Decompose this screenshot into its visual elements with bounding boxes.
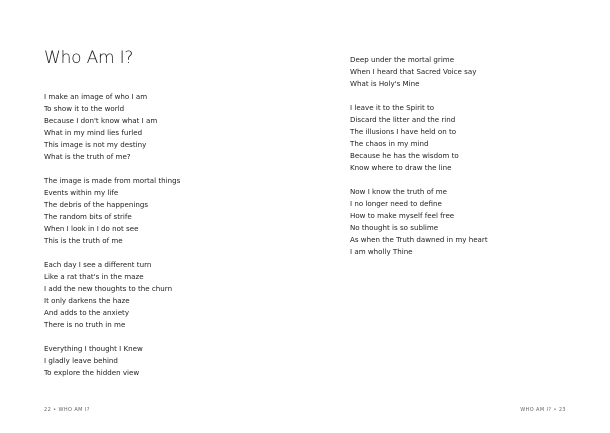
poem-line: I leave it to the Spirit to [350, 103, 435, 112]
poem-line: When I look in I do not see [44, 224, 139, 233]
poem-line: Now I know the truth of me [350, 187, 448, 196]
poem-line: Everything I thought I Knew [44, 344, 143, 353]
right-page-number: 23 [558, 407, 566, 413]
poem-line: Know where to draw the line [350, 163, 452, 172]
poem-line: There is no truth in me [44, 320, 126, 329]
poem-line: Because I don't know what I am [44, 116, 158, 125]
poem-line: Discard the litter and the rind [350, 115, 456, 124]
poem-line: Events within my life [44, 188, 119, 197]
poem-title: Who Am I? [44, 48, 134, 68]
poem-line: This is the truth of me [44, 236, 123, 245]
left-page-footer [44, 407, 90, 413]
poem-line: The debris of the happenings [44, 200, 149, 209]
poem-line: I make an image of who I am [44, 92, 148, 101]
poem-line: I add the new thoughts to the churn [44, 284, 173, 293]
poem-line: I am wholly Thine [350, 247, 413, 256]
poem-line: Deep under the mortal grime [350, 55, 455, 64]
poem-line: Each day I see a different turn [44, 260, 152, 269]
poem-line: As when the Truth dawned in my heart [350, 235, 488, 244]
left-page-number: 22 [44, 407, 52, 413]
right-running-head: WHO AM I? [520, 407, 552, 413]
poem-line: It only darkens the haze [44, 296, 130, 305]
footer-separator: • [53, 407, 57, 413]
poem-line: This image is not my destiny [44, 140, 147, 149]
poem-line: Because he has the wisdom to [350, 151, 459, 160]
poem-line: To show it to the world [44, 104, 125, 113]
poem-line: The illusions I have held on to [350, 127, 457, 136]
poem-line: No thought is so sublime [350, 223, 439, 232]
right-page-footer [520, 407, 566, 413]
poem-line: Like a rat that's in the maze [44, 272, 144, 281]
right-page [305, 0, 610, 433]
poem-line: The random bits of strife [44, 212, 132, 221]
poem-line: The image is made from mortal things [44, 176, 181, 185]
poem-line: And adds to the anxiety [44, 308, 130, 317]
poem-line: What is the truth of me? [44, 152, 131, 161]
poem-line: To explore the hidden view [44, 368, 140, 377]
poem-line: I no longer need to define [350, 199, 442, 208]
poem-line: When I heard that Sacred Voice say [350, 67, 477, 76]
poem-line: How to make myself feel free [350, 211, 455, 220]
poem-line: What in my mind lies furled [44, 128, 143, 137]
left-running-head: WHO AM I? [58, 407, 90, 413]
footer-separator: • [553, 407, 557, 413]
poem-line: I gladly leave behind [44, 356, 118, 365]
poem-line: What is Holy's Mine [350, 79, 420, 88]
poem-line: The chaos in my mind [350, 139, 429, 148]
